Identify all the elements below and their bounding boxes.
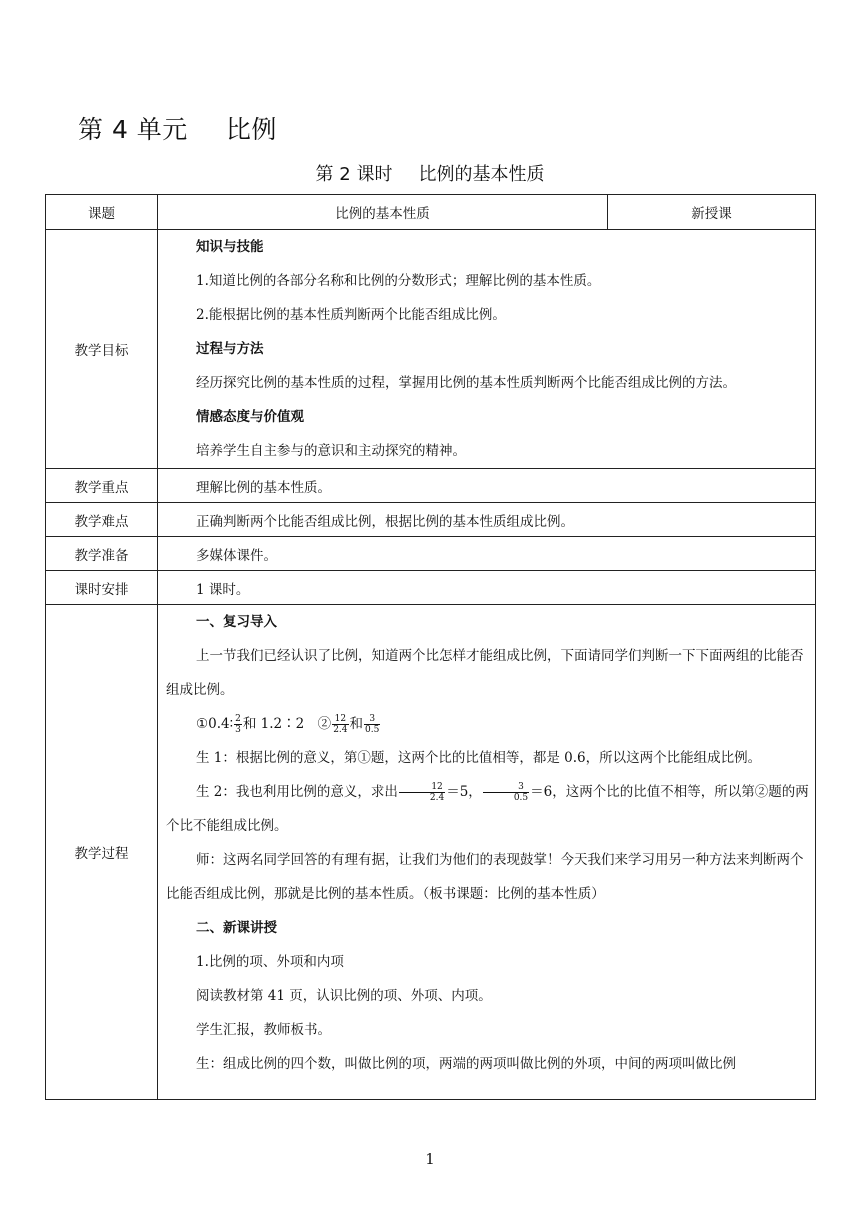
topic-label: 课题 bbox=[46, 195, 158, 230]
process-label: 教学过程 bbox=[46, 605, 158, 1100]
table-row-schedule bbox=[46, 571, 816, 605]
prep-value: 多媒体课件。 bbox=[158, 537, 816, 571]
fraction-3-over-0-5-b: $\frac{3}{0.5}$ bbox=[483, 782, 529, 803]
goals-content bbox=[158, 230, 816, 469]
topic-value: 比例的基本性质 bbox=[158, 195, 608, 230]
table-row-process bbox=[46, 605, 816, 1100]
goals-item-1: 1.知道比例的各部分名称和比例的分数形式；理解比例的基本性质。 bbox=[196, 273, 601, 289]
example-a-prefix: ①0.4∶ bbox=[196, 716, 234, 732]
fraction-12-over-2-4: $\frac{12}{2.4}$ bbox=[333, 714, 348, 735]
fraction-two-thirds: $\frac{2}{3}$ bbox=[235, 714, 241, 735]
lesson-title bbox=[0, 160, 860, 186]
topic-type: 新授课 bbox=[608, 195, 816, 230]
goals-item-3: 经历探究比例的基本性质的过程，掌握用比例的基本性质判断两个比能否组成比例的方法。 bbox=[196, 375, 736, 391]
unit-number: 第 4 单元 bbox=[78, 115, 188, 144]
process-item-terms: 1.比例的项、外项和内项 bbox=[196, 954, 344, 970]
page-number: 1 bbox=[425, 1150, 435, 1168]
table-row-focus bbox=[46, 469, 816, 503]
process-paragraph-4: 师：这两名同学回答的有理有据，让我们为他们的表现鼓掌！今天我们来学习用另一种方法来判断两个比能否组成比例，那就是比例的基本性质。（板书课题：比例的基本性质） bbox=[166, 852, 804, 902]
goals-heading-process: 过程与方法 bbox=[196, 341, 264, 357]
process-paragraph-2: 生 1：根据比例的意义，第①题，这两个比的比值相等，都是 0.6，所以这两个比能组成比例。 bbox=[196, 750, 762, 766]
difficulty-label: 教学难点 bbox=[46, 503, 158, 537]
example-b-and: 和 bbox=[349, 716, 364, 732]
process-item-read: 阅读教材第 41 页，认识比例的项、外项、内项。 bbox=[196, 988, 492, 1004]
prep-label: 教学准备 bbox=[46, 537, 158, 571]
example-a-mid: 和 1.2∶2 ② bbox=[242, 716, 332, 732]
process-heading-review: 一、复习导入 bbox=[196, 614, 277, 630]
schedule-value: 1 课时。 bbox=[158, 571, 816, 605]
process-examples bbox=[158, 707, 815, 741]
process-item-report: 学生汇报，教师板书。 bbox=[196, 1022, 331, 1038]
schedule-label: 课时安排 bbox=[46, 571, 158, 605]
process-content bbox=[158, 605, 816, 1100]
fraction-12-over-2-4-b: $\frac{12}{2.4}$ bbox=[399, 782, 445, 803]
focus-value: 理解比例的基本性质。 bbox=[158, 469, 816, 503]
difficulty-value: 正确判断两个比能否组成比例，根据比例的基本性质组成比例。 bbox=[158, 503, 816, 537]
goals-item-4: 培养学生自主参与的意识和主动探究的精神。 bbox=[196, 443, 466, 459]
table-row-goals bbox=[46, 230, 816, 469]
unit-title bbox=[78, 110, 277, 146]
process-item-student: 生：组成比例的四个数，叫做比例的项，两端的两项叫做比例的外项，中间的两项叫做比例 bbox=[196, 1056, 736, 1072]
lesson-name: 比例的基本性质 bbox=[418, 164, 545, 185]
process-heading-new: 二、新课讲授 bbox=[196, 920, 277, 936]
table-row-prep bbox=[46, 537, 816, 571]
table-row-topic bbox=[46, 195, 816, 230]
lesson-plan-table bbox=[45, 194, 816, 1100]
focus-label: 教学重点 bbox=[46, 469, 158, 503]
table-row-difficulty bbox=[46, 503, 816, 537]
lesson-period: 第 2 课时 bbox=[315, 164, 393, 185]
process-paragraph-3: 生 2：我也利用比例的意义，求出 $\frac{12}{2.4}$ ＝5， $\frac{3}{0.5}$ ＝6，这两个比的比值不相等，所以第②题的两个比不能组成比例。 bbox=[166, 782, 809, 834]
process-paragraph-1: 上一节我们已经认识了比例，知道两个比怎样才能组成比例，下面请同学们判断一下下面两组的比能否组成比例。 bbox=[166, 648, 804, 698]
goals-heading-knowledge: 知识与技能 bbox=[196, 239, 264, 255]
fraction-3-over-0-5: $\frac{3}{0.5}$ bbox=[365, 714, 380, 735]
goals-item-2: 2.能根据比例的基本性质判断两个比能否组成比例。 bbox=[196, 307, 506, 323]
goals-label: 教学目标 bbox=[46, 230, 158, 469]
unit-name: 比例 bbox=[225, 115, 277, 144]
goals-heading-attitude: 情感态度与价值观 bbox=[196, 409, 304, 425]
